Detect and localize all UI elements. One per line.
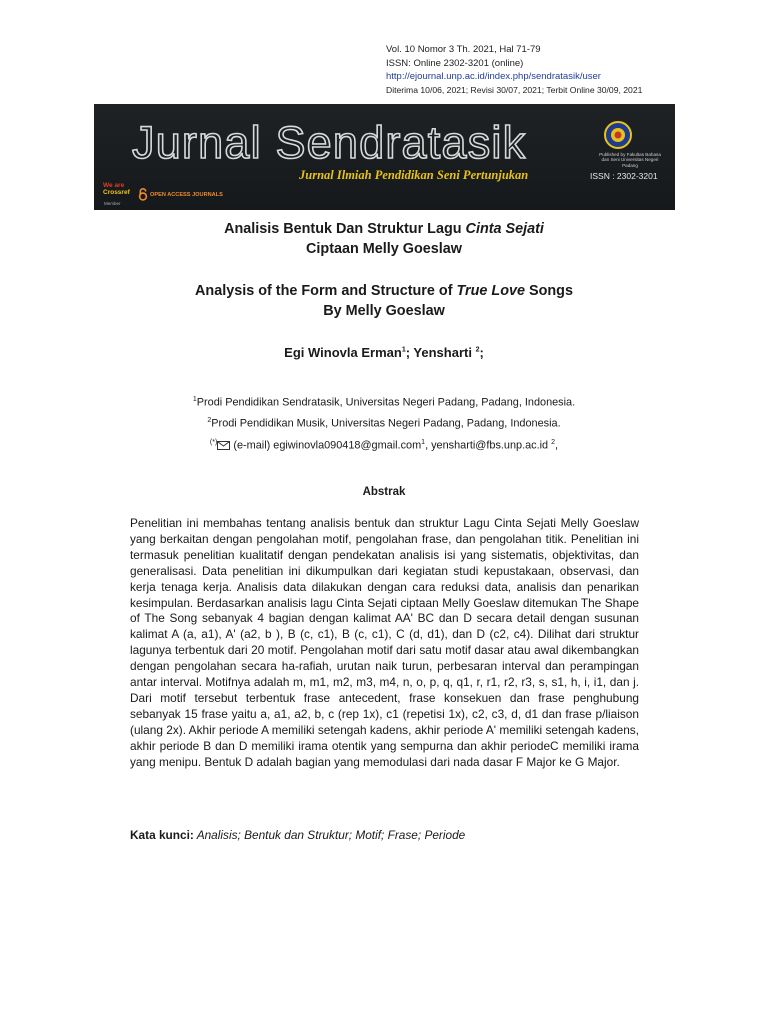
publication-dates: Diterima 10/06, 2021; Revisi 30/07, 2021; Terbit Online 30/09, 2021 [386,84,643,95]
email-link-2[interactable]: , yensharti@fbs.unp.ac.id [425,439,552,452]
keywords [130,828,465,842]
contact-email: (*) (e-mail) egiwinovla090418@gmail.com$^1$, yensharti@fbs.unp.ac.id $^2$, [209,439,559,452]
authors: Egi Winovla Erman$^1$; Yensharti $^2$; [284,345,484,360]
publisher-text: Published by Fakultas Bahasa dan Seni Universitas Negeri Padang [599,152,661,168]
keywords-values: Analisis; Bentuk dan Struktur; Motif; Frase; Periode [193,828,466,842]
abstract-heading: Abstrak [362,486,406,498]
affiliation-2: $^2$Prodi Pendidikan Musik, Universitas Negeri Padang, Padang, Indonesia. [207,416,561,430]
open-access-badge: OPEN ACCESS JOURNALS [138,188,223,201]
song-title-italic: Cinta Sejati [465,221,544,237]
song-title-italic-en: True Love [456,283,525,299]
affiliations [0,391,768,432]
keywords-label: Kata kunci: [130,828,194,842]
affiliation-1: $^1$Prodi Pendidikan Sendratasik, Universitas Negeri Padang, Padang, Indonesia. [192,396,576,409]
header-meta [386,43,642,97]
open-access-icon [138,188,148,201]
issn-online: ISSN: Online 2302-3201 (online) [386,57,524,69]
email-link-1[interactable]: (e-mail) egiwinovla090418@gmail.com [230,439,422,452]
banner-issn: ISSN : 2302-3201 [590,171,658,181]
title-english: Analysis of the Form and Structure of True Love Songs By Melly Goeslaw [195,283,573,319]
crossref-badge: We are Crossref [103,182,130,196]
crossref-member: Member [104,201,121,206]
banner-subtitle: Jurnal Ilmiah Pendidikan Seni Pertunjukan [299,168,529,182]
abstract-body: Penelitian ini membahas tentang analisis bentuk dan struktur Lagu Cinta Sejati Melly Goeslaw yang berkaitan dengan pengolahan motif, pengolahan frase, dan pengolahan titik. Penelitian ini termasuk penelitian kualitatif dengan pendekatan analisis isi yang sistematis, objektivitas, dan generalisasi. Data penelitian ini dikumpulkan dari kegiatan studi kepustakaan, observasi, dan kerja tenaga kerja. Analisis data dilakukan dengan cara reduksi data, analisis dan penarikan kesimpulan. Berdasarkan analisis lagu Cinta Sejati ciptaan Melly Goeslaw ditemukan The Shape of The Song sebanyak 4 bagian dengan kalimat AA' BC dan D secara detail dengan susunan kalimat A (a, a1), A' (a2, b ), B (c, c1), B (c, c1), C (d, d1), dan D (c2, c4). Dilihat dari struktur lagunya terbentuk dari 20 motif. Pengolahan motif dari satu motif dasar atau awal dikembangkan dengan pengolahan secara ha-rafiah, urutan naik turun, perbesaran interval dan perampingan antar interval. Motifnya adalah m, m1, m2, m3, m4, n, o, p, q, q1, r, r1, r2, r3, s, s1, h, i, i1, dan j. Dari motif tersebut terbentuk frase antecedent, frase konsekuen dan frase penghubung sebanyak 15 frase yaitu a, a1, a2, b, c (rep 1x), c1 (repetisi 1x), c2, c3, d, d1 dan frase p/liaison (ulang 2x). Akhir periode A memiliki setengah kadens, akhir periode A' memiliki setengah kadens, akhir periode B dan D memiliki irama otentik yang sempurna dan akhir periodeC memiliki irama yang menipu. Bentuk D adalah bagian yang memodulasi dari nada dasar F Major ke G Major. [130,516,639,769]
volume-info: Vol. 10 Nomor 3 Th. 2021, Hal 71-79 [386,44,541,55]
banner-title: Jurnal Sendratasik [132,117,527,168]
title-indonesian: Analisis Bentuk Dan Struktur Lagu Cinta Sejati Ciptaan Melly Goeslaw [224,221,544,257]
envelope-icon [217,441,230,450]
university-logo-icon [603,120,633,150]
journal-banner [94,104,675,210]
journal-url-link[interactable]: http://ejournal.unp.ac.id/index.php/sendratasik/user [386,71,601,82]
